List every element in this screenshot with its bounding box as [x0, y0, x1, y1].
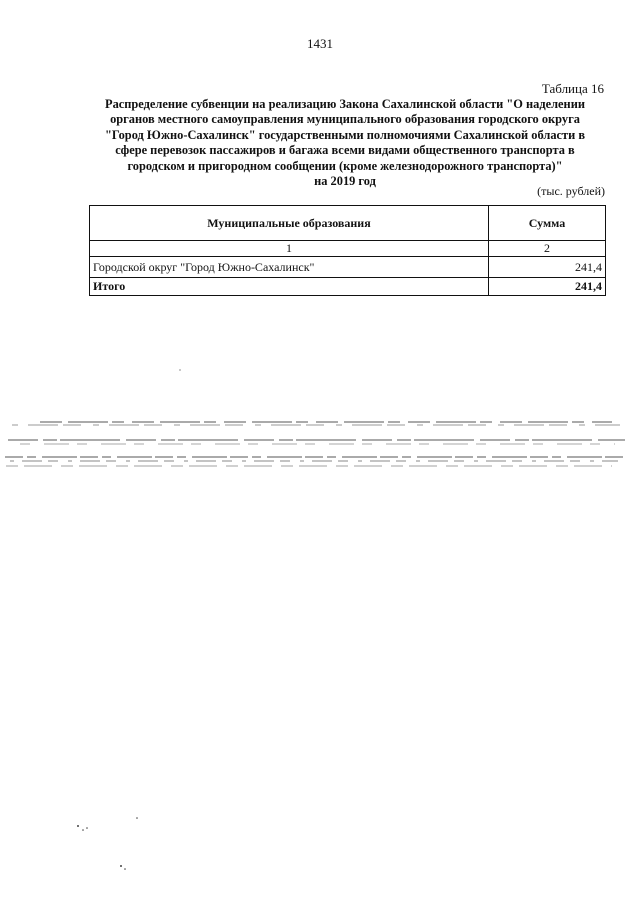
title-line: сфере перевозок пассажиров и багажа всеми видами общественного транспорта в: [115, 143, 575, 158]
row-amount: 241,4: [488, 257, 605, 278]
title-line: Распределение субвенции на реализацию Закона Сахалинской области "О наделении: [105, 97, 585, 111]
page-number: 1431: [307, 36, 333, 51]
total-amount: 241,4: [488, 278, 605, 296]
column-number-2: 2: [488, 241, 605, 257]
row-municipality-name: Городской округ "Город Южно-Сахалинск": [90, 257, 489, 278]
header-amount: Сумма: [488, 206, 605, 241]
title-line: органов местного самоуправления муниципального образования городского округа: [110, 112, 580, 127]
units-label: (тыс. рублей): [537, 184, 605, 198]
total-label: Итого: [90, 278, 489, 296]
column-number-1: 1: [90, 241, 489, 257]
title-line: на 2019 год: [314, 174, 376, 189]
table-label: Таблица 16: [541, 81, 604, 96]
title-line: "Город Южно-Сахалинск" государственными полномочиями Сахалинской области в: [104, 127, 586, 142]
title-line: городском и пригородном сообщении (кроме железнодорожного транспорта)": [127, 158, 563, 173]
header-municipalities: Муниципальные образования: [90, 206, 489, 241]
